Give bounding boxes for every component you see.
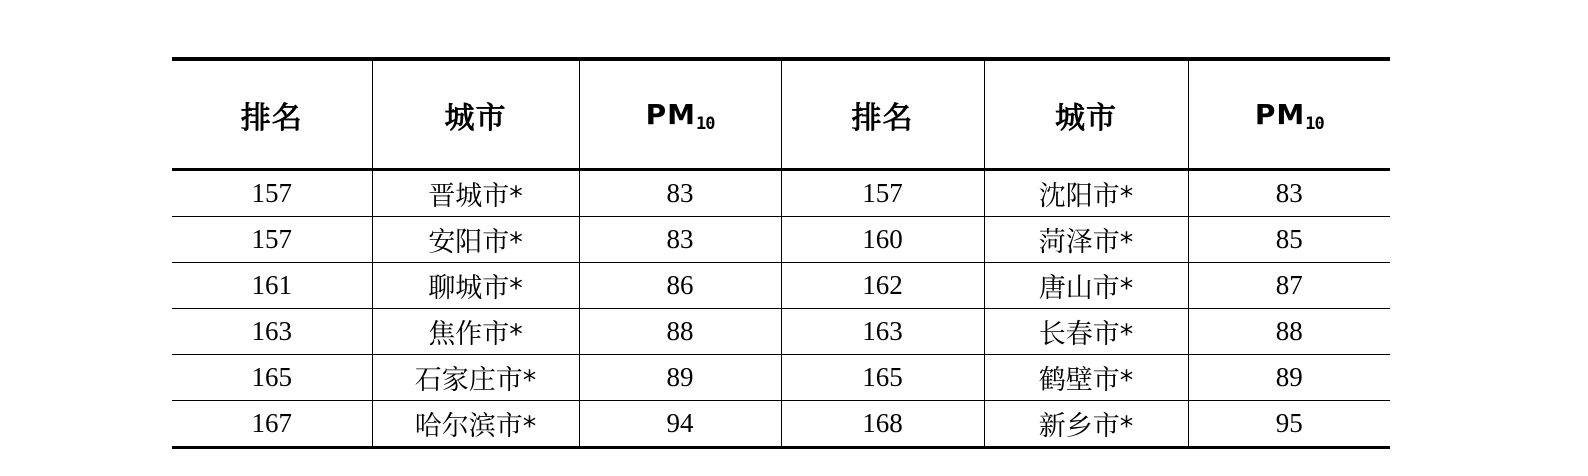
cell-pm-right: 88 xyxy=(1188,309,1390,355)
cell-pm-right: 83 xyxy=(1188,170,1390,217)
cell-rank-left: 161 xyxy=(172,263,372,309)
cell-rank-left: 167 xyxy=(172,401,372,448)
cell-rank-right: 160 xyxy=(781,217,984,263)
table-row xyxy=(172,217,1390,263)
pm10-label-left xyxy=(645,97,715,134)
pm-text-left: PM xyxy=(645,97,696,131)
pm-text-right: PM xyxy=(1254,97,1306,131)
column-header-city-right: 城市 xyxy=(984,59,1188,170)
cell-pm-left: 83 xyxy=(579,170,781,217)
table-row xyxy=(172,401,1390,448)
table-header xyxy=(172,59,1390,170)
cell-city-right: 鹤壁市* xyxy=(984,355,1188,401)
cell-city-right: 菏泽市* xyxy=(984,217,1188,263)
cell-rank-right: 157 xyxy=(781,170,984,217)
table-row xyxy=(172,263,1390,309)
cell-city-left: 安阳市* xyxy=(372,217,579,263)
cell-city-left: 聊城市* xyxy=(372,263,579,309)
cell-city-right: 新乡市* xyxy=(984,401,1188,448)
cell-pm-left: 83 xyxy=(579,217,781,263)
cell-pm-left: 94 xyxy=(579,401,781,448)
cell-rank-left: 165 xyxy=(172,355,372,401)
cell-city-left: 石家庄市* xyxy=(372,355,579,401)
cell-city-left: 晋城市* xyxy=(372,170,579,217)
cell-rank-right: 165 xyxy=(781,355,984,401)
cell-rank-right: 168 xyxy=(781,401,984,448)
pm10-label-right xyxy=(1254,97,1324,134)
cell-pm-right: 87 xyxy=(1188,263,1390,309)
cell-pm-right: 85 xyxy=(1188,217,1390,263)
column-header-rank-left: 排名 xyxy=(172,59,372,170)
table-row xyxy=(172,170,1390,217)
column-header-city-left: 城市 xyxy=(372,59,579,170)
pm-subscript-right: 10 xyxy=(1305,113,1324,134)
table-container xyxy=(172,57,1390,449)
air-quality-ranking-table xyxy=(172,57,1390,449)
cell-pm-right: 95 xyxy=(1188,401,1390,448)
cell-city-left: 焦作市* xyxy=(372,309,579,355)
cell-rank-left: 163 xyxy=(172,309,372,355)
cell-city-right: 唐山市* xyxy=(984,263,1188,309)
table-body xyxy=(172,170,1390,448)
table-row xyxy=(172,355,1390,401)
cell-city-right: 沈阳市* xyxy=(984,170,1188,217)
cell-pm-left: 88 xyxy=(579,309,781,355)
cell-city-left: 哈尔滨市* xyxy=(372,401,579,448)
column-header-pm10-left xyxy=(579,59,781,170)
cell-rank-right: 163 xyxy=(781,309,984,355)
cell-pm-left: 89 xyxy=(579,355,781,401)
pm-subscript-left: 10 xyxy=(695,113,715,134)
cell-city-right: 长春市* xyxy=(984,309,1188,355)
column-header-pm10-right xyxy=(1188,59,1390,170)
table-row xyxy=(172,309,1390,355)
cell-rank-right: 162 xyxy=(781,263,984,309)
header-row xyxy=(172,59,1390,170)
column-header-rank-right: 排名 xyxy=(781,59,984,170)
cell-rank-left: 157 xyxy=(172,217,372,263)
cell-pm-right: 89 xyxy=(1188,355,1390,401)
cell-pm-left: 86 xyxy=(579,263,781,309)
cell-rank-left: 157 xyxy=(172,170,372,217)
